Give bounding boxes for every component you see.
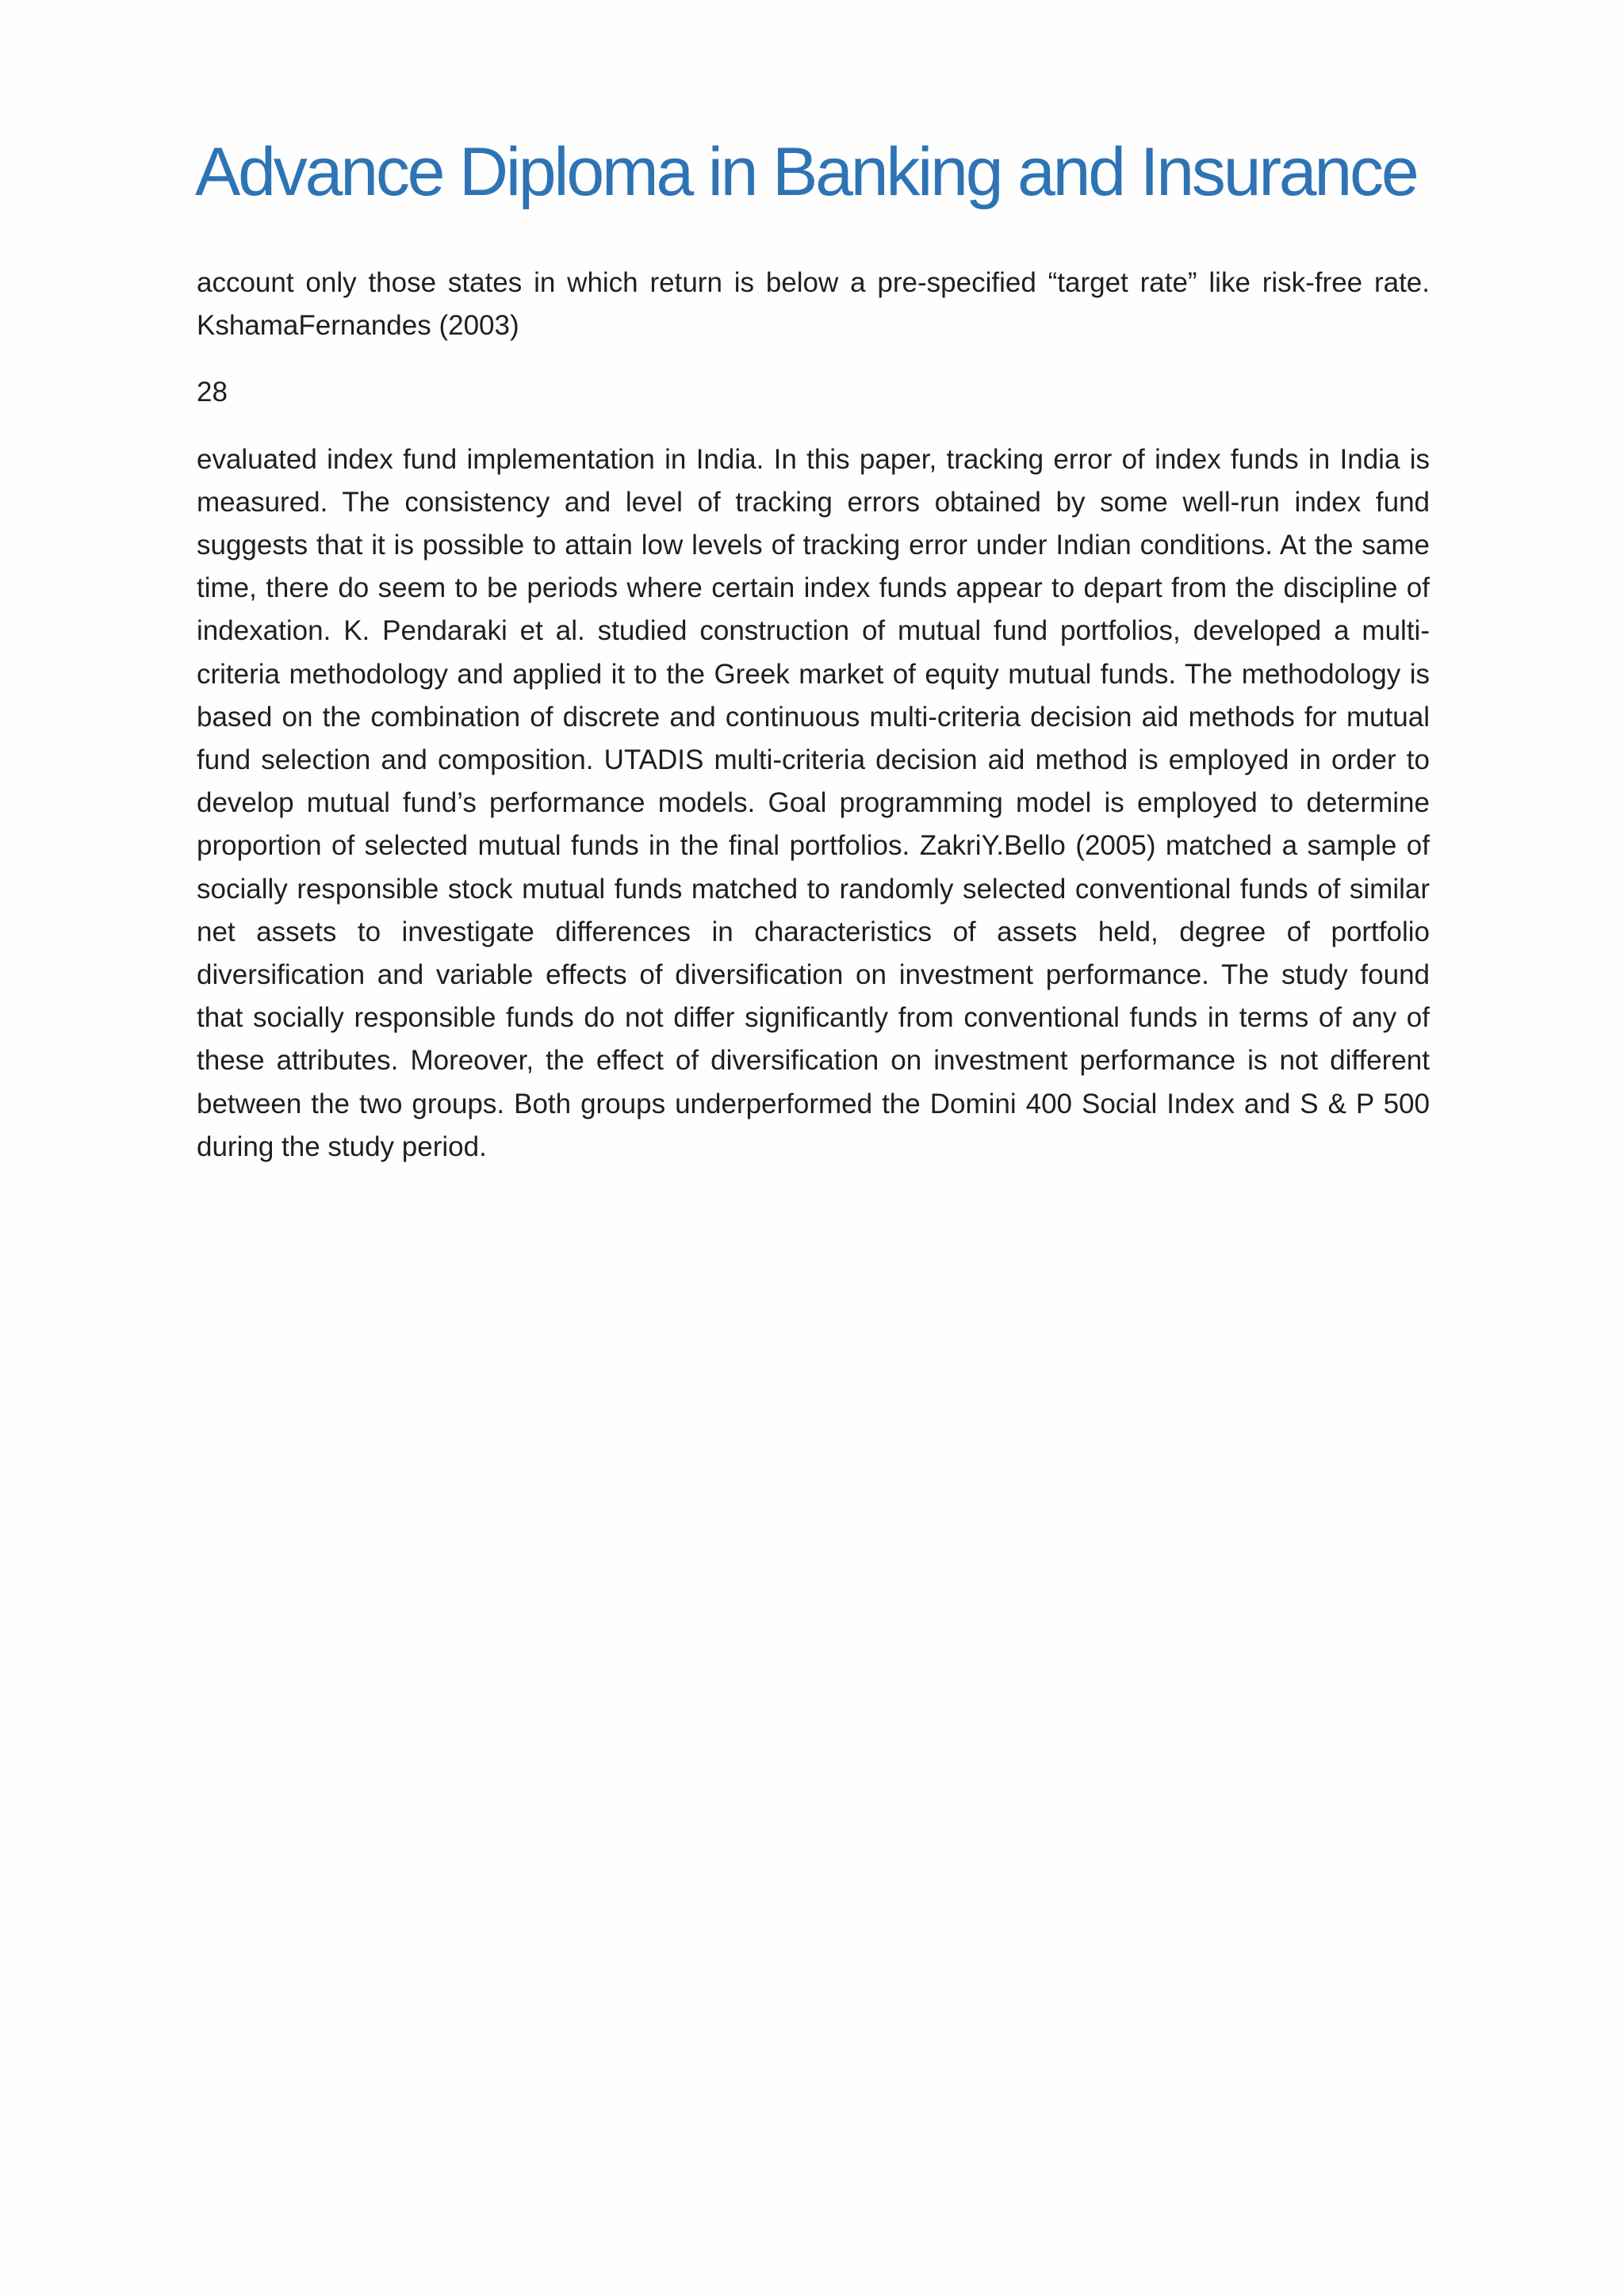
document-title: Advance Diploma in Banking and Insurance [195, 134, 1417, 210]
page-number: 28 [197, 377, 228, 408]
paragraph-2: evaluated index fund implementation in India. In this paper, tracking error of index funds in India is measured. The consistency and level of tracking errors obtained by some well-run index fund suggests that it is possible to attain low levels of tracking error under Indian conditions. At the same time, there do seem to be periods where certain index funds appear to depart from the discipline of indexation. K. Pendaraki et al. studied construction of mutual fund portfolios, developed a multi-criteria methodology and applied it to the Greek market of equity mutual funds. The methodology is based on the combination of discrete and continuous multi-criteria decision aid methods for mutual fund selection and composition. UTADIS multi-criteria decision aid method is employed in order to develop mutual fund’s performance models. Goal programming model is employed to determine proportion of selected mutual funds in the final portfolios. ZakriY.Bello (2005) matched a sample of socially responsible stock mutual funds matched to randomly selected conventional funds of similar net assets to investigate differences in characteristics of assets held, degree of portfolio diversification and variable effects of diversification on investment performance. The study found that socially responsible funds do not differ significantly from conventional funds in terms of any of these attributes. Moreover, the effect of diversification on investment performance is not different between the two groups. Both groups underperformed the Domini 400 Social Index and S & P 500 during the study period. [197, 443, 1430, 1162]
document-body [197, 262, 1430, 1169]
paragraph-1: account only those states in which return is below a pre-specified “target rate” like risk-free rate. KshamaFernandes (2003) [197, 267, 1430, 342]
